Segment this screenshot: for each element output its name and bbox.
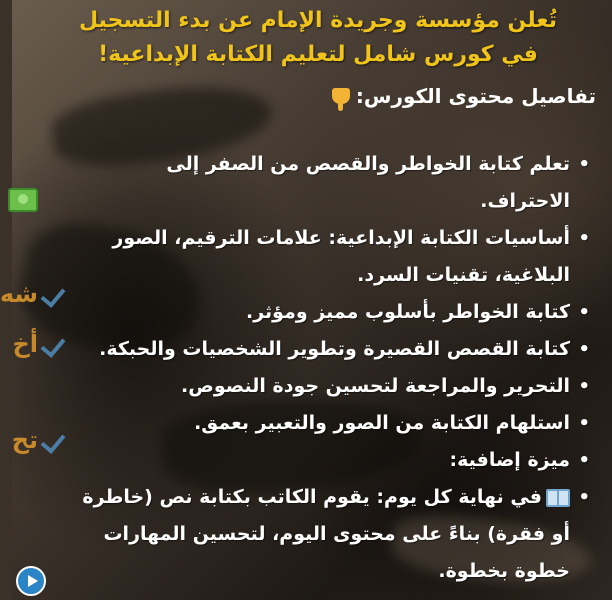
list-item-text: التحرير والمراجعة لتحسين جودة النصوص.: [181, 375, 570, 397]
course-details-title: [332, 84, 596, 108]
book-icon: [546, 489, 570, 507]
bullet: •: [578, 339, 590, 360]
bullet: •: [578, 302, 590, 323]
bullet: •: [578, 487, 590, 508]
header-line-1: تُعلن مؤسسة وجريدة الإمام عن بدء التسجيل: [79, 8, 557, 33]
play-icon[interactable]: [16, 566, 46, 596]
list-item-text: تعلم كتابة الخواطر والقصص من الصفر إلى الاحتراف.: [166, 153, 570, 212]
edge-row: [12, 426, 68, 454]
list-item-text: كتابة الخواطر بأسلوب مميز ومؤثر.: [246, 301, 570, 323]
list-item: [80, 220, 590, 294]
list-item: [80, 405, 590, 442]
list-item-text: استلهام الكتابة من الصور والتعبير بعمق.: [194, 412, 570, 434]
bullet: •: [578, 228, 590, 249]
left-edge-overlay: [0, 0, 102, 600]
edge-text: أخ: [12, 330, 38, 358]
list-item: [80, 331, 590, 368]
edge-row: [12, 330, 68, 358]
bullet: •: [578, 154, 590, 175]
list-item: [80, 479, 590, 590]
check-icon: [42, 282, 68, 306]
check-icon: [42, 332, 68, 356]
list-item-text: في نهاية كل يوم: يقوم الكاتب بكتابة نص (خاطرة أو فقرة) بناءً على محتوى اليوم، لتحسين المهارات خطوة بخطوة.: [82, 486, 570, 582]
list-item-text: أساسيات الكتابة الإبداعية: علامات الترقيم، الصور البلاغية، تقنيات السرد.: [112, 227, 570, 286]
section-title-text: تفاصيل محتوى الكورس:: [355, 84, 596, 108]
list-item: [80, 146, 590, 220]
list-item-text: كتابة القصص القصيرة وتطوير الشخصيات والحبكة.: [99, 338, 570, 360]
list-item: [80, 294, 590, 331]
edge-text: تح: [11, 426, 38, 454]
announcement-header: [38, 4, 598, 72]
list-item: [80, 442, 590, 479]
header-line-2: في كورس شامل لتعليم الكتابة الإبداعية!: [98, 42, 538, 67]
list-item: [80, 368, 590, 405]
point-down-icon: [332, 88, 350, 104]
check-icon: [42, 428, 68, 452]
bullet: •: [578, 450, 590, 471]
edge-row: [0, 280, 68, 308]
course-content-list: [80, 146, 590, 590]
bullet: •: [578, 376, 590, 397]
edge-text: شه: [0, 280, 38, 308]
money-icon: [8, 188, 38, 212]
list-item-text: ميزة إضافية:: [449, 449, 570, 471]
bullet: •: [578, 413, 590, 434]
